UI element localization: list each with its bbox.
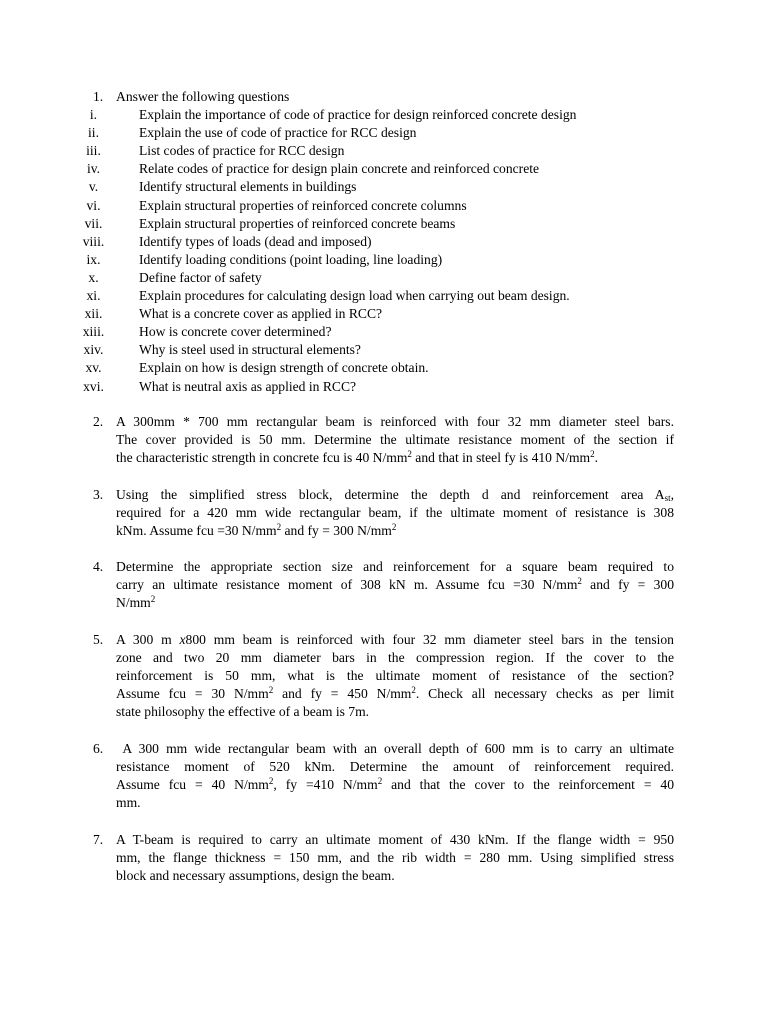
sub-question-number: v.: [88, 179, 99, 195]
sub-question-number: iv.: [86, 161, 101, 177]
question-number: 2.: [93, 414, 104, 429]
sub-question-text: What is neutral axis as applied in RCC?: [139, 378, 357, 394]
question-title: Answer the following questions: [116, 89, 290, 104]
sub-question: [0, 323, 768, 341]
sub-question-text: Define factor of safety: [139, 269, 262, 285]
sub-question-text: Explain structural properties of reinforced concrete columns: [139, 197, 467, 213]
question-number: 7.: [93, 832, 104, 847]
sub-question: [0, 251, 768, 269]
sub-question-text: Identify types of loads (dead and imposed): [139, 233, 372, 249]
sub-question-number: ii.: [88, 125, 99, 141]
sub-question-number: ix.: [86, 251, 101, 267]
question-text: Determine the appropriate section size and reinforcement for a square beam required to carry an ultimate resistance moment of 308 kN m. Assume fcu =30 $N/mm^2$ and fy = 300 $N/mm^2$: [116, 559, 674, 610]
sub-question: [0, 305, 768, 323]
question-number: 4.: [93, 559, 104, 574]
sub-question-text: Explain structural properties of reinforced concrete beams: [139, 215, 456, 231]
sub-question: [0, 359, 768, 377]
sub-question-text: List codes of practice for RCC design: [139, 143, 345, 159]
sub-question: [0, 160, 768, 178]
sub-question-number: x.: [88, 269, 99, 285]
question-text: A 300mm * 700 mm rectangular beam is reinforced with four 32 mm diameter steel bars. The cover provided is 50 mm. Determine the ultimate resistance moment of the section if the characteristic strength in concrete fcu is 40 $N/mm^2$ and that in steel fy is 410 $N/mm^2$.: [116, 414, 674, 465]
sub-question: [0, 287, 768, 305]
sub-question-number: xiii.: [82, 324, 105, 340]
sub-question: [0, 124, 768, 142]
sub-question-text: Identify loading conditions (point loading, line loading): [139, 251, 443, 267]
sub-question-text: Relate codes of practice for design plain concrete and reinforced concrete: [139, 161, 540, 177]
sub-question: [0, 269, 768, 287]
sub-question-number: xv.: [85, 360, 102, 376]
sub-question: [0, 197, 768, 215]
sub-question-number: xvi.: [83, 378, 104, 394]
sub-question-number: i.: [89, 107, 98, 122]
sub-question: [0, 341, 768, 359]
sub-question-text: Explain on how is design strength of concrete obtain.: [139, 360, 429, 376]
sub-question-text: What is a concrete cover as applied in RCC?: [139, 306, 383, 322]
sub-question: [0, 178, 768, 196]
question-number: 3.: [93, 487, 104, 502]
sub-question: [0, 215, 768, 233]
sub-question: [0, 142, 768, 160]
question-text: Using the simplified stress block, determine the depth d and reinforcement area $A_{st}$, required for a 420 mm wide rectangular beam, if the ultimate moment of resistance is 308 kNm. Assume fcu =30 $N/mm^2$ and fy = 300 $N/mm^2$: [116, 487, 674, 538]
sub-question: [0, 378, 768, 396]
question-number: 6.: [93, 741, 104, 756]
sub-question-text: How is concrete cover determined?: [139, 324, 332, 340]
sub-question-text: Explain procedures for calculating design load when carrying out beam design.: [139, 288, 570, 303]
question-number: 5.: [93, 632, 104, 647]
sub-question-number: viii.: [82, 233, 105, 249]
sub-question: [0, 233, 768, 251]
sub-question-number: vii.: [84, 215, 103, 231]
sub-question-number: vi.: [86, 197, 101, 213]
sub-question: [0, 106, 768, 124]
sub-question-number: xi.: [86, 288, 101, 303]
sub-question-text: Explain the importance of code of practice for design reinforced concrete design: [139, 107, 577, 122]
sub-question-text: Explain the use of code of practice for RCC design: [139, 125, 417, 141]
sub-question-number: xii.: [84, 306, 103, 322]
sub-question-number: iii.: [86, 143, 101, 159]
question-text: A 300 mm wide rectangular beam with an overall depth of 600 mm is to carry an ultimate resistance moment of 520 kNm. Determine the amount of reinforcement required. Assume fcu = 40 $N/mm^2$, fy =410 $N/mm^2$ and that the cover to the reinforcement = 40 mm.: [116, 741, 674, 810]
question-text: A T-beam is required to carry an ultimate moment of 430 kNm. If the flange width = 950 mm, the flange thickness = 150 mm, and the rib width = 280 mm. Using simplified stress block and necessary assumptions, design the beam.: [116, 832, 674, 883]
question-number: 1.: [93, 89, 104, 104]
question-text: A 300 m x800 mm beam is reinforced with four 32 mm diameter steel bars in the tension zone and two 20 mm diameter bars in the compression region. If the cover to the reinforcement is 50 mm, what is the ultimate moment of resistance of the section? Assume fcu = 30 $N/mm^2$ and fy = 450 $N/mm^2$. Check all necessary checks as per limit state philosophy the effective of a beam is 7m.: [116, 632, 674, 719]
sub-question-text: Why is steel used in structural elements?: [139, 342, 361, 358]
sub-question-text: Identify structural elements in buildings: [139, 179, 357, 195]
sub-question-number: xiv.: [83, 342, 104, 358]
